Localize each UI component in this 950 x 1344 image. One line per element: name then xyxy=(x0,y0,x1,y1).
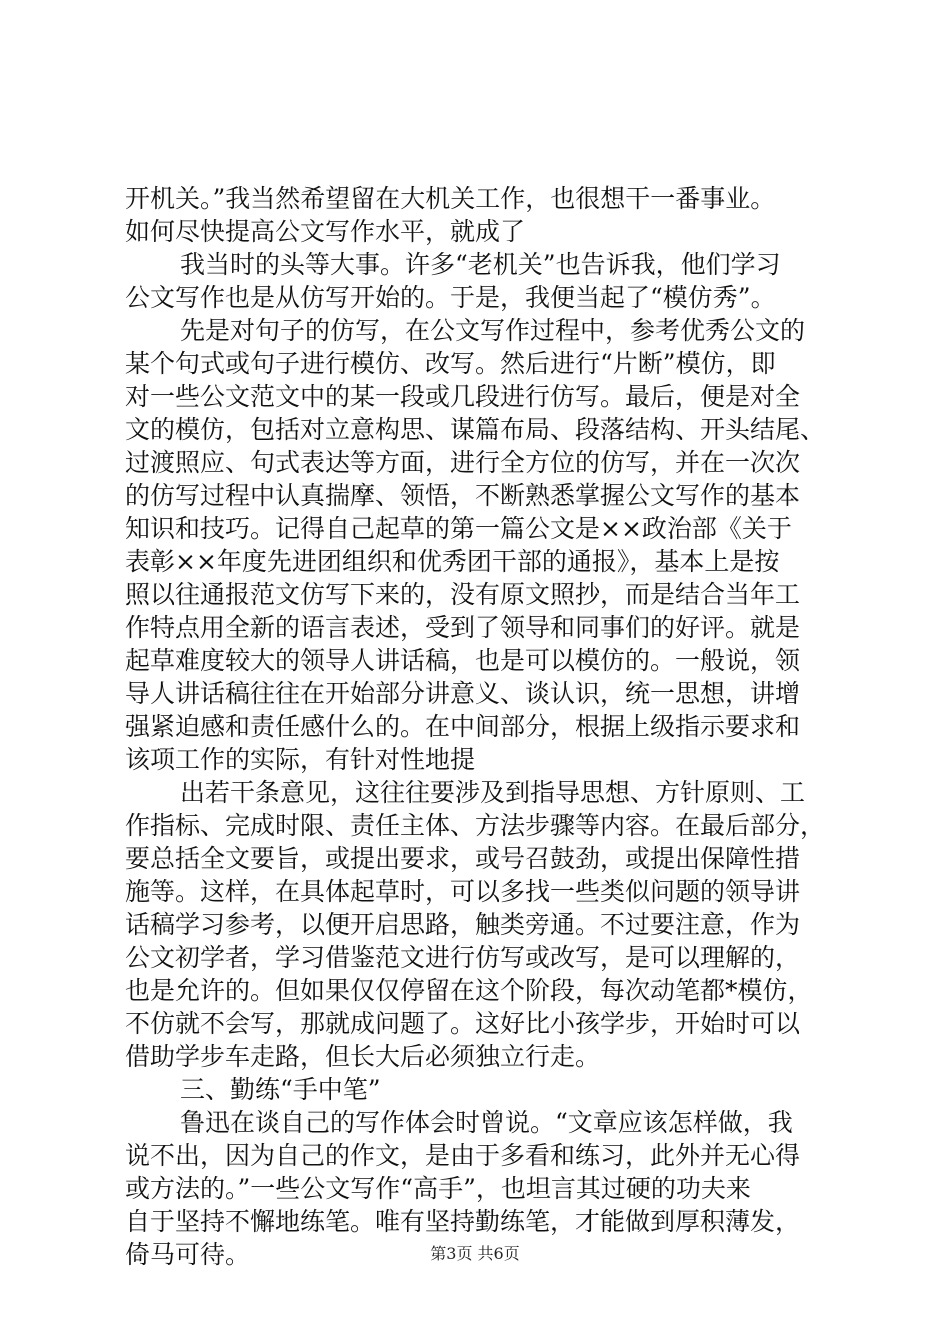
text-line: 我当时的头等大事。许多“老机关”也告诉我，他们学习 xyxy=(180,250,781,279)
text-line: 照以往通报范文仿写下来的，没有原文照抄，而是结合当年工 xyxy=(125,580,801,609)
text-line: 该项工作的实际，有针对性地提 xyxy=(125,745,476,774)
document-body xyxy=(125,182,835,1271)
text-line: 出若干条意见，这往往要涉及到指导思想、方针原则、工 xyxy=(180,778,806,807)
text-line: 开机关。”我当然希望留在大机关工作，也很想干一番事业。 xyxy=(125,184,776,213)
text-line: 倚马可待。 xyxy=(125,1240,251,1269)
page-number: 第3页 共6页 xyxy=(430,1244,520,1263)
text-line: 施等。这样，在具体起草时，可以多找一些类似问题的领导讲 xyxy=(125,877,801,906)
text-line: 不仿就不会写，那就成问题了。这好比小孩学步，开始时可以 xyxy=(125,1009,801,1038)
text-line: 话稿学习参考，以便开启思路，触类旁通。不过要注意，作为 xyxy=(125,910,801,939)
text-line: 强紧迫感和责任感什么的。在中间部分，根据上级指示要求和 xyxy=(125,712,801,741)
text-line: 也是允许的。但如果仅仅停留在这个阶段，每次动笔都*模仿， xyxy=(125,976,813,1005)
text-line: 鲁迅在谈自己的写作体会时曾说。“文章应该怎样做，我 xyxy=(180,1108,793,1137)
text-line: 表彰××年度先进团组织和优秀团干部的通报》，基本上是按 xyxy=(125,547,780,576)
text-line: 或方法的。”一些公文写作“高手”，也坦言其过硬的功夫来 xyxy=(125,1174,751,1203)
text-line: 说不出，因为自己的作文，是由于多看和练习，此外并无心得 xyxy=(125,1141,801,1170)
page-footer xyxy=(0,1244,950,1264)
text-line: 过渡照应、句式表达等方面，进行全方位的仿写，并在一次次 xyxy=(125,448,801,477)
text-line: 要总括全文要旨，或提出要求，或号召鼓劲，或提出保障性措 xyxy=(125,844,801,873)
text-line: 借助学步车走路，但长大后必须独立行走。 xyxy=(125,1042,601,1071)
text-line: 先是对句子的仿写，在公文写作过程中，参考优秀公文的 xyxy=(180,316,806,345)
text-line: 公文写作也是从仿写开始的。于是，我便当起了“模仿秀”。 xyxy=(125,283,776,312)
text-line: 自于坚持不懈地练笔。唯有坚持勤练笔，才能做到厚积薄发， xyxy=(125,1207,801,1236)
text-line: 导人讲话稿往往在开始部分讲意义、谈认识，统一思想，讲增 xyxy=(125,679,801,708)
text-line: 如何尽快提高公文写作水平，就成了 xyxy=(125,217,526,246)
text-line: 某个句式或句子进行模仿、改写。然后进行“片断”模仿，即 xyxy=(125,349,776,378)
text-line: 三、勤练“手中笔” xyxy=(180,1075,381,1104)
text-line: 作特点用全新的语言表述，受到了领导和同事们的好评。就是 xyxy=(125,613,801,642)
text-line: 知识和技巧。记得自己起草的第一篇公文是××政治部《关于 xyxy=(125,514,792,543)
text-line: 对一些公文范文中的某一段或几段进行仿写。最后，便是对全 xyxy=(125,382,801,411)
text-line: 起草难度较大的领导人讲话稿，也是可以模仿的。一般说，领 xyxy=(125,646,801,675)
text-line: 公文初学者，学习借鉴范文进行仿写或改写，是可以理解的， xyxy=(125,943,801,972)
text-line: 的仿写过程中认真揣摩、领悟，不断熟悉掌握公文写作的基本 xyxy=(125,481,801,510)
text-line: 文的模仿，包括对立意构思、谋篇布局、段落结构、开头结尾、 xyxy=(125,415,826,444)
text-line: 作指标、完成时限、责任主体、方法步骤等内容。在最后部分， xyxy=(125,811,826,840)
